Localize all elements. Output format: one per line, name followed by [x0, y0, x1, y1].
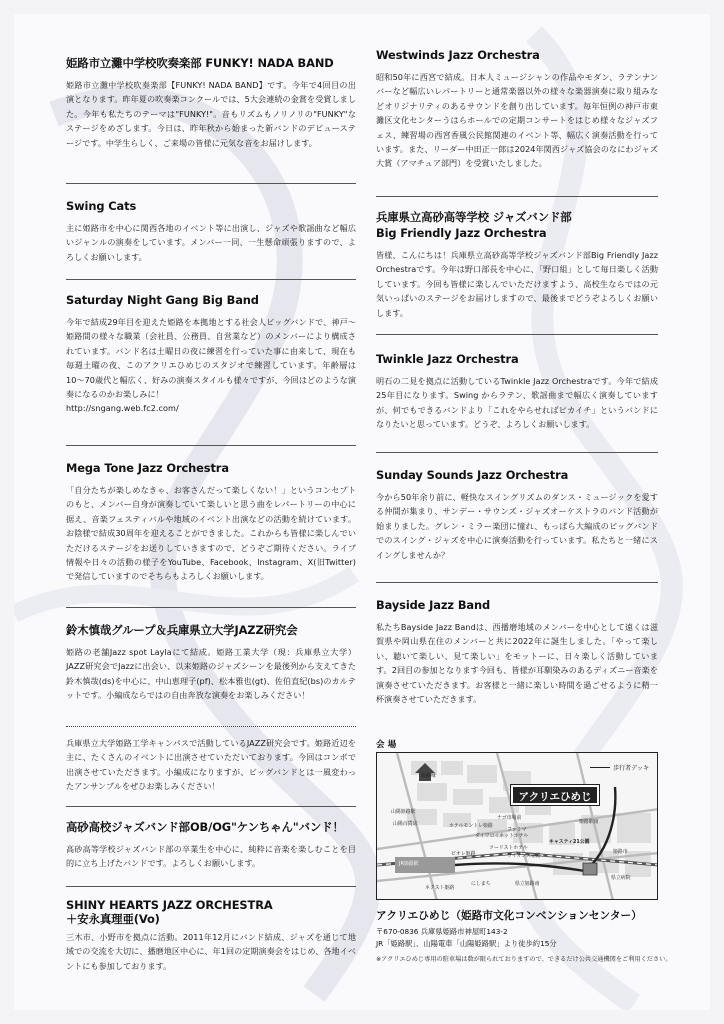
venue-parking-note: ※アクリエひめじ専用の駐車場は数が限られておりますので、できるだけ公共交通機関をご利用ください。 — [376, 956, 672, 963]
band-title: 鈴木慎哉グループ＆兵庫県立大学JAZZ研究会 — [66, 623, 298, 637]
band-title: Saturday Night Gang Big Band — [66, 293, 259, 307]
band-twinkle — [376, 352, 658, 432]
band-description: 高砂高等学校ジャズバンド部の卒業生を中心に、純粋に音楽を楽しむことを目的に立ち上げたバンドです。よろしくお願いします。 — [66, 844, 356, 869]
map-labels — [385, 753, 655, 900]
band-title: 兵庫県立高砂高等学校 ジャズバンド部 — [376, 210, 572, 224]
map-label: キャスティ21公園 — [549, 839, 590, 845]
map-label: JR姫路駅 — [399, 861, 419, 867]
map-label: ライオンズ姫路 — [507, 853, 541, 859]
band-title: Westwinds Jazz Orchestra — [376, 48, 540, 62]
left-column — [66, 56, 356, 996]
right-column — [376, 48, 672, 996]
divider — [66, 886, 356, 887]
band-subtitle: Big Friendly Jazz Orchestra — [376, 226, 547, 240]
band-mega-tone — [66, 461, 356, 584]
band-takasago-high — [376, 210, 658, 320]
band-title: Mega Tone Jazz Orchestra — [66, 461, 229, 475]
band-description: 明石の二見を拠点に活動しているTwinkle Jazz Orchestraです。今年で結成25年目になります。Swing からラテン、歌謡曲まで幅広く演奏していますが、何でもできるバンドより「これをやらせればピカイチ」というバンドになりたいと思っています。どうぞ、よろしくお願いします。 — [376, 376, 658, 430]
map-label: ナゴ市場前 — [497, 815, 522, 821]
band-saturday-night-gang — [66, 293, 356, 416]
map-label: 姫路駅南 — [579, 819, 599, 825]
band-bayside — [376, 598, 658, 706]
band-title: Bayside Jazz Band — [376, 598, 491, 612]
band-suzuki-group — [66, 623, 356, 703]
band-subtitle: ＋安永真理亜(Vo) — [66, 912, 160, 926]
map-label: 県立姫路南 — [515, 881, 540, 887]
map-label: ホテルモントレ姫路 — [449, 823, 493, 829]
band-description: 姫路市立灘中学校吹奏楽部【FUNKY! NADA BAND】です。今年で4回目の出演となります。昨年夏の吹奏楽コンクールでは、5大会連続の金賞を受賞しました。今年も私たちのテーマは"FUNKY!"。音もリズムもノリノリの"FUNKY"なステージをめざします。今日は、昨年秋から始まった新バンドのデビューステージです。中学生らしく、ご来場の皆様に元気な音をお届けします。 — [66, 80, 356, 148]
map-label: 姫路城 — [421, 773, 436, 779]
divider — [66, 806, 356, 807]
band-description: 昭和50年に西宮で結成。日本人ミュージシャンの作品やモダン、ラテンナンバーなど幅広いレパートリーと通常楽器以外の様々な楽器演奏に取り組みなどオリジナリティのあるサウンドを創り出しています。毎年恒例の神戸市東灘区文化センターうはらホールでの定期コンサートをはじめ様々なジャズフェス、練習場の西宮香風公民館関連のイベント等、幅広く演奏活動を行っています。また、リーダー中田正一郎は2024年関西ジャズ協会のなにわジャズ大賞（アマチュア部門）を受賞いたしました。 — [376, 72, 658, 169]
map-label: にしまち — [471, 881, 491, 887]
venue-label: 会 場 — [376, 740, 397, 750]
band-description: 姫路の老舗Jazz spot Laylaにて結成。姫路工業大学（現：兵庫県立大学）JAZZ研究会でJazzに出会い、以来姫路のジャズシーンを最後列から支えてきた鈴木慎哉(ds)を中心に、中山恵理子(pf)、松本雅也(gt)、佐伯直紀(bs)のカルテットです。小編成ならではの自由奔放な演奏をお楽しみください！ — [66, 647, 356, 701]
map-label: ネクスト姫路 — [425, 885, 455, 891]
map-label: 県立病院 — [611, 875, 631, 881]
flyer-page — [14, 14, 710, 1010]
divider — [376, 582, 658, 583]
band-title: SHINY HEARTS JAZZ ORCHESTRA — [66, 898, 273, 912]
band-description: 「自分たちが楽しめなきゃ、お客さんだって楽しくない！」というコンセプトのもと、メンバー自身が演奏していて楽しいと思う曲をレパートリーの中心に据え、音楽フェスティバルや地域のイベント出演などの活動を続けています。お陰様で結成30周年を迎えることができました。これからも皆様に楽しんでいただけるステージをお送りしていきますので、どうぞご期待ください。ライブ情報や日々の活動の様子をYouTube、Facebook、Instagram、X(旧Twitter)で発信していますのでそちらもよろしくお願いします。 — [66, 485, 356, 582]
divider — [376, 452, 658, 453]
venue-address: 〒670-0836 兵庫県姫路市神屋町143-2 — [376, 927, 508, 936]
band-ken-chan — [66, 820, 356, 871]
band-westwinds — [376, 48, 658, 171]
divider — [376, 196, 658, 197]
band-title: Twinkle Jazz Orchestra — [376, 352, 519, 366]
band-funky-nada — [66, 56, 356, 150]
dotted-divider — [66, 726, 356, 727]
divider — [66, 445, 356, 446]
divider — [66, 607, 356, 608]
divider — [66, 279, 356, 280]
band-title: Sunday Sounds Jazz Orchestra — [376, 468, 569, 482]
venue-box-label: アクリエひめじ — [511, 785, 599, 805]
venue-access: JR「姫路駅」、山陽電車「山陽姫路駅」より徒歩約15分 — [376, 939, 557, 948]
band-sunday-sounds — [376, 468, 658, 562]
band-description: 今年で結成29年目を迎えた姫路を本拠地とする社会人ビッグバンドで、神戸〜姫路間の様々な職業（会社員、公務員、自営業など）のメンバーにより構成されています。バンド名は土曜日の夜に練習を行っていた事に由来して、現在も毎週土曜の夜、このアクリエひめじのスタジオで練習しています。年齢層は10〜70歳代と幅広く、好みの演奏スタイルも様々ですが、今回はどのような演奏になるのかお楽しみに！ — [66, 317, 356, 400]
map-label: 姫路市 — [613, 849, 628, 855]
divider — [376, 334, 658, 335]
band-shiny-hearts — [66, 898, 356, 973]
band-url-link[interactable]: http://sngang.web.fc2.com/ — [66, 403, 179, 414]
band-description: 皆様、こんにちは！兵庫県立高砂高等学校ジャズバンド部Big Friendly Jazz Orchestraです。今年は野口部長を中心に、「野口組」として毎日楽しく活動しています。今回も皆様に楽しんでいただけますよう、高校生ならではの元気いっぱいのステージをお届けしますので、最後までどうぞよろしくお願いします。 — [376, 250, 658, 318]
band-title: 高砂高校ジャズバンド部OB/OG"ケンちゃん"バンド！ — [66, 820, 344, 834]
band-description: 主に姫路市を中心に関西各地のイベント等に出演し、ジャズや歌謡曲など幅広いジャンルの演奏をしています。メンバー一同、一生懸命頑張りますので、よろしくお願いします。 — [66, 223, 356, 262]
jazz-study-club — [66, 736, 356, 794]
venue-name: アクリエひめじ（姫路市文化コンベンションセンター） — [376, 910, 642, 922]
map-label: ファミマ — [507, 827, 527, 833]
band-description: 今から50年余り前に、軽快なスイングリズムのダンス・ミュージックを愛する仲間が集まり、サンデー・サウンズ・ジャズオーケストラのバンド活動が始まりました。グレン・ミラー楽団に憧れ、もっぱら大編成のビッグバンドでのスイング・ジャズを中心に演奏活動を行っています。私たちと一緒にスイングしませんか？ — [376, 492, 658, 560]
map-label: 山陽百貨店 — [393, 821, 418, 827]
map-label: ツーリストホテル — [489, 845, 528, 851]
legend-label: 歩行者デッキ — [613, 765, 649, 772]
band-swing-cats — [66, 199, 356, 264]
map-label: ピオレ姫路 — [451, 851, 476, 857]
map-label: ダイワロイネットホテル — [475, 833, 529, 839]
band-title: 姫路市立灘中学校吹奏楽部 FUNKY! NADA BAND — [66, 56, 334, 70]
band-title: Swing Cats — [66, 199, 137, 213]
band-description: 三木市、小野市を拠点に活動。2011年12月にバンド結成、ジャズを通じて地域での交流を大切に、播磨地区中心に、年1回の定期演奏会をはじめ、各地イベントにも参加しております。 — [66, 932, 356, 971]
venue-map — [376, 752, 658, 900]
band-description-secondary: 兵庫県立大学姫路工学キャンパスで活動しているJAZZ研究会です。姫路近辺を主に、たくさんのイベントに出演させていただいております。今回はコンボで出演させていただきます。小編成になりますが、ビッグバンドとは一風変わったアンサンブルをぜひお楽しみください！ — [66, 738, 356, 792]
map-label: 山陽姫路駅 — [391, 809, 416, 815]
divider — [66, 183, 356, 184]
band-description: 私たちBayside Jazz Bandは、西播磨地域のメンバーを中心として遠くは滋賀県や岡山県在住のメンバーと共に2022年に誕生しました。「やって楽しい、聴いて楽しい、見て楽しい」をモットーに、日々楽しく活動しています。2回目の参加となります今回も、皆様が耳馴染みのあるディズニー音楽を演奏させていただきます。お客様と一緒に楽しい時間を過ごせるように精一杯演奏させていただきます。 — [376, 622, 658, 705]
